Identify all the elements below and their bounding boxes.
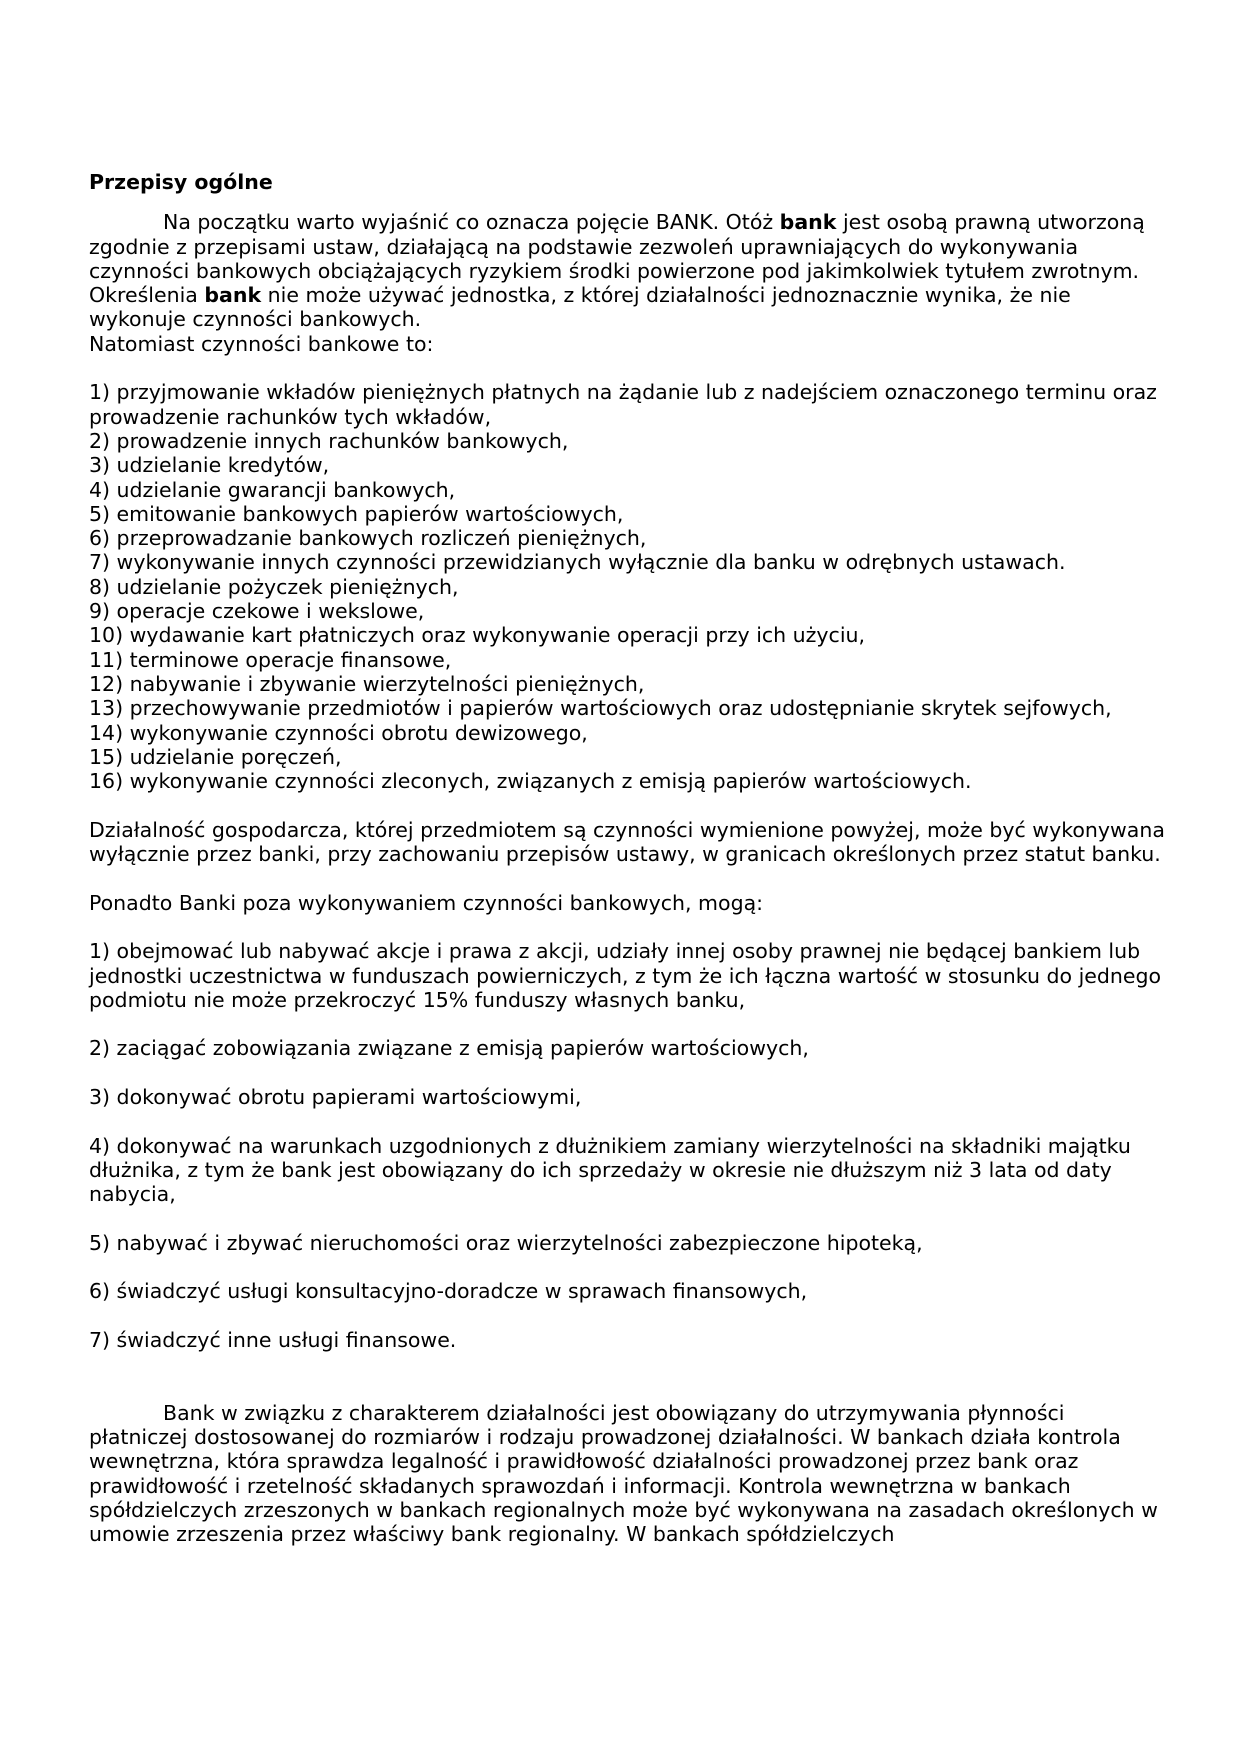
list-item: 5) emitowanie bankowych papierów wartościowych, — [89, 501, 624, 526]
additional-activities-list — [89, 939, 1169, 1352]
list-item: 8) udzielanie pożyczek pieniężnych, — [89, 574, 459, 599]
list-item: 4) udzielanie gwarancji bankowych, — [89, 477, 456, 502]
list-item: 2) prowadzenie innych rachunków bankowych, — [89, 428, 569, 453]
list-item: 9) operacje czekowe i wekslowe, — [89, 599, 425, 624]
banking-activities-list — [89, 380, 1169, 793]
list-intro: Natomiast czynności bankowe to: — [89, 331, 434, 356]
intro-bold-bank-2: bank — [204, 283, 262, 308]
additional-intro: Ponadto Banki poza wykonywaniem czynności bankowych, mogą: — [89, 890, 764, 915]
list-item: 13) przechowywanie przedmiotów i papierów wartościowych oraz udostępnianie skrytek sejfowych, — [89, 696, 1112, 721]
spacer — [89, 356, 1169, 380]
intro-text-1: Na początku warto wyjaśnić co oznacza pojęcie BANK. Otóż — [163, 210, 780, 235]
intro-text-3: nie może używać jednostka, z której działalności jednoznacznie wynika, że nie wykonuje czynności bankowych. — [89, 283, 1071, 332]
list-item: 3) udzielanie kredytów, — [89, 453, 330, 478]
spacer — [89, 793, 1169, 817]
list-item: 7) wykonywanie innych czynności przewidzianych wyłącznie dla banku w odrębnych ustawach. — [89, 550, 1066, 575]
list-item: 12) nabywanie i zbywanie wierzytelności pieniężnych, — [89, 671, 645, 696]
list-item: 2) zaciągać zobowiązania związane z emisją papierów wartościowych, — [89, 1036, 809, 1061]
list-item: 10) wydawanie kart płatniczych oraz wykonywanie operacji przy ich użyciu, — [89, 623, 866, 648]
list-item: 11) terminowe operacje finansowe, — [89, 647, 452, 672]
intro-text-2: jest osobą prawną utworzoną zgodnie z przepisami ustaw, działającą na podstawie zezwoleń uprawniających do wykonywania czynności bankowych obciążających ryzykiem środki powierzone pod jakimkolwiek tytułem zwrotnym. Określenia — [89, 210, 1145, 308]
document-page — [89, 170, 1169, 1547]
list-item: 6) świadczyć usługi konsultacyjno-doradcze w sprawach finansowych, — [89, 1279, 808, 1304]
list-item: 14) wykonywanie czynności obrotu dewizowego, — [89, 720, 588, 745]
closing-paragraph: Bank w związku z charakterem działalności jest obowiązany do utrzymywania płynności płatniczej dostosowanej do rozmiarów i rodzaju prowadzonej działalności. W bankach działa kontrola wewnętrzna, która sprawdza legalność i prawidłowość działalności prowadzonej przez bank oraz prawidłowość i rzetelność składanych sprawozdań i informacji. Kontrola wewnętrzna w bankach spółdzielczych zrzeszonych w bankach regionalnych może być wykonywana na zasadach określonych w umowie zrzeszenia przez właściwy bank regionalny. W bankach spółdzielczych — [89, 1400, 1158, 1547]
list-item: 16) wykonywanie czynności zleconych, związanych z emisją papierów wartościowych. — [89, 769, 972, 794]
intro-paragraph — [89, 210, 1169, 331]
intro-bold-bank-1: bank — [779, 210, 837, 235]
economic-activity-paragraph: Działalność gospodarcza, której przedmiotem są czynności wymienione powyżej, może być wykonywana wyłącznie przez banki, przy zachowaniu przepisów ustawy, w granicach określonych przez statut banku. — [89, 817, 1165, 867]
spacer — [89, 1377, 1169, 1401]
list-item: 1) przyjmowanie wkładów pieniężnych płatnych na żądanie lub z nadejściem oznaczonego terminu oraz prowadzenie rachunków tych wkładów, — [89, 380, 1157, 429]
document-heading: Przepisy ogólne — [89, 170, 273, 194]
list-item: 15) udzielanie poręczeń, — [89, 744, 342, 769]
spacer — [89, 866, 1169, 890]
list-item: 7) świadczyć inne usługi finansowe. — [89, 1327, 457, 1352]
list-item: 3) dokonywać obrotu papierami wartościowymi, — [89, 1084, 582, 1109]
list-item: 6) przeprowadzanie bankowych rozliczeń pieniężnych, — [89, 526, 647, 551]
list-item: 4) dokonywać na warunkach uzgodnionych z dłużnikiem zamiany wierzytelności na składniki majątku dłużnika, z tym że bank jest obowiązany do ich sprzedaży w okresie nie dłuższym niż 3 lata od daty nabycia, — [89, 1133, 1131, 1207]
list-item: 1) obejmować lub nabywać akcje i prawa z akcji, udziały innej osoby prawnej nie będącej bankiem lub jednostki uczestnictwa w funduszach powierniczych, z tym że ich łączna wartość w stosunku do jednego podmiotu nie może przekroczyć 15% funduszy własnych banku, — [89, 939, 1162, 1012]
spacer — [89, 915, 1169, 939]
list-item: 5) nabywać i zbywać nieruchomości oraz wierzytelności zabezpieczone hipoteką, — [89, 1230, 923, 1255]
